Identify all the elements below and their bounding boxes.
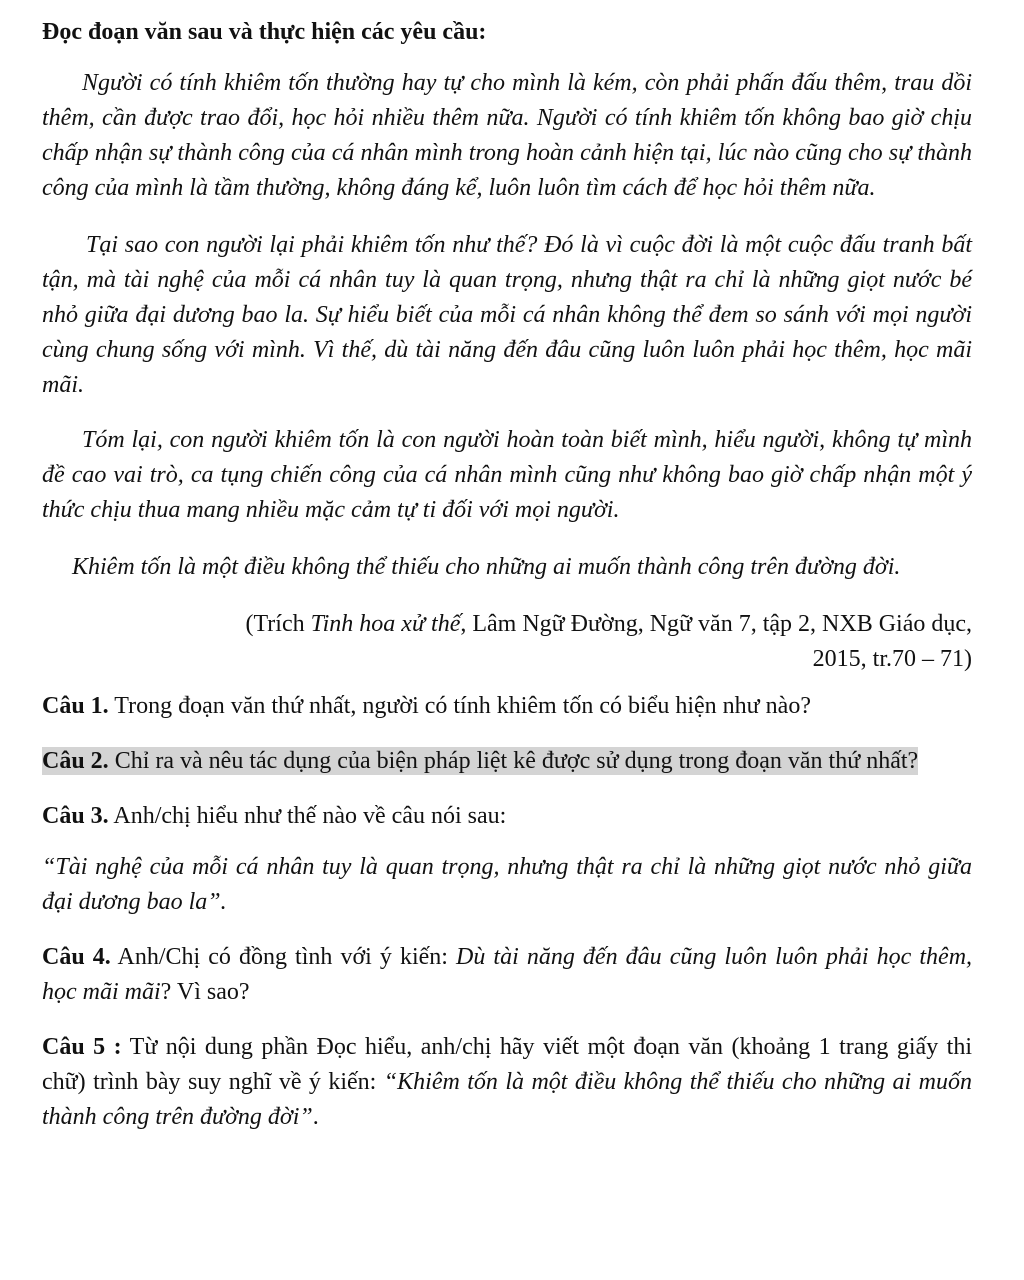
question-text: Từ nội dung phần Đọc hiểu, anh/chị hãy viết một đoạn văn (khoảng 1 trang giấy thi chữ) trình bày suy nghĩ về ý kiến: xyxy=(42,1034,973,1095)
source-citation xyxy=(42,607,972,677)
question-text: Anh/chị hiểu như thế nào về câu nói sau: xyxy=(108,803,507,829)
question-label: Câu 2. xyxy=(42,748,109,774)
question-italic-opinion: Dù tài năng đến đâu cũng luôn luôn phải học thêm, học mãi mãi xyxy=(42,944,973,1005)
question-5 xyxy=(42,1030,972,1135)
question-4 xyxy=(42,940,972,1010)
citation-rest: , Lâm Ngữ Đường, Ngữ văn 7, tập 2, NXB Giáo dục, xyxy=(460,611,972,637)
question-text: Chỉ ra và nêu tác dụng của biện pháp liệt kê được sử dụng trong đoạn văn thứ nhất? xyxy=(108,748,919,774)
question-label: Câu 5 : xyxy=(42,1034,122,1060)
question-3-quote: “Tài nghệ của mỗi cá nhân tuy là quan trọng, nhưng thật ra chỉ là những giọt nước nhỏ giữa đại dương bao la”. xyxy=(42,854,972,915)
question-tail: ? Vì sao? xyxy=(160,979,250,1005)
question-2 xyxy=(42,744,972,779)
passage-paragraph-1: Người có tính khiêm tốn thường hay tự cho mình là kém, còn phải phấn đấu thêm, trau dồi thêm, cần được trao đổi, học hỏi nhiều thêm nữa. Người có tính khiêm tốn không bao giờ chịu chấp nhận sự thành công của cá nhân mình trong hoàn cảnh hiện tại, lúc nào cũng cho sự thành công của mình là tầm thường, không đáng kể, luôn luôn tìm cách để học hỏi thêm nữa. xyxy=(42,70,972,201)
passage-paragraph-2: Tại sao con người lại phải khiêm tốn như thế? Đó là vì cuộc đời là một cuộc đấu tranh bất tận, mà tài nghệ của mỗi cá nhân tuy là quan trọng, nhưng thật ra chỉ là những giọt nước bé nhỏ giữa đại dương bao la. Sự hiểu biết của mỗi cá nhân không thể đem so sánh với mọi người cùng chung sống với mình. Vì thế, dù tài năng đến đâu cũng luôn luôn phải học thêm, học mãi mãi. xyxy=(42,232,972,398)
citation-title: Tinh hoa xử thế xyxy=(310,611,461,637)
question-1 xyxy=(42,689,972,724)
question-text: Trong đoạn văn thứ nhất, người có tính khiêm tốn có biểu hiện như nào? xyxy=(108,693,811,719)
highlighted-text xyxy=(42,747,918,775)
passage-paragraph-3: Tóm lại, con người khiêm tốn là con người hoàn toàn biết mình, hiểu người, không tự mình đề cao vai trò, ca tụng chiến công của cá nhân mình cũng như không bao giờ chấp nhận một ý thức chịu thua mang nhiều mặc cảm tự ti đối với mọi người. xyxy=(42,427,972,523)
question-label: Câu 1. xyxy=(42,693,109,719)
citation-line-2: 2015, tr.70 – 71) xyxy=(812,646,972,672)
citation-prefix: (Trích xyxy=(245,611,311,637)
question-italic-opinion: “Khiêm tốn là một điều không thể thiếu cho những ai muốn thành công trên đường đời” xyxy=(42,1069,972,1130)
question-label: Câu 4. xyxy=(42,944,111,970)
question-text: Anh/Chị có đồng tình với ý kiến: xyxy=(110,944,457,970)
passage-paragraph-4: Khiêm tốn là một điều không thể thiếu cho những ai muốn thành công trên đường đời. xyxy=(72,554,901,580)
question-tail: . xyxy=(312,1104,319,1130)
instruction-heading: Đọc đoạn văn sau và thực hiện các yêu cầu: xyxy=(42,19,487,45)
question-3 xyxy=(42,799,972,834)
question-label: Câu 3. xyxy=(42,803,109,829)
